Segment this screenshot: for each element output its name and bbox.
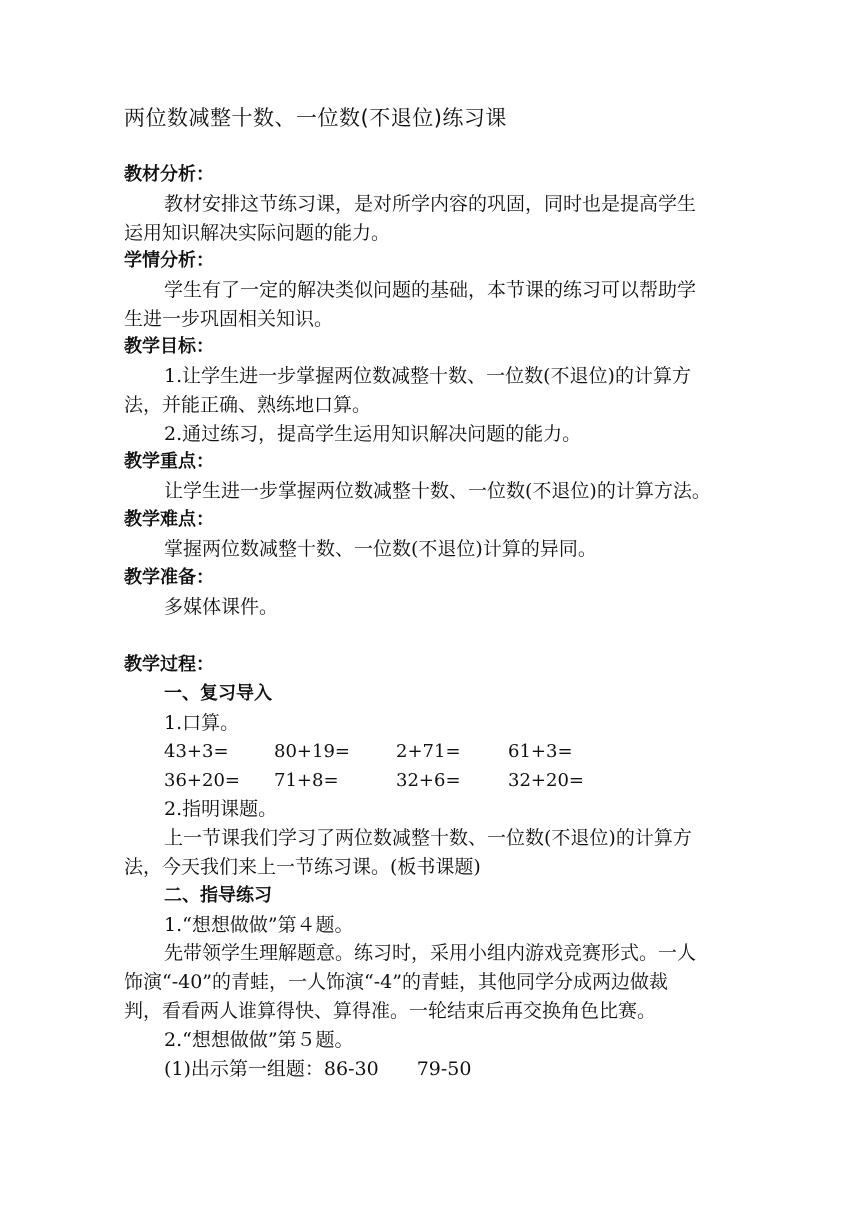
part-1-paragraph-line-1: 上一节课我们学习了两位数减整十数、一位数(不退位)的计算方 (164, 827, 692, 849)
part-2-item-2-sub: (1)出示第一组题：86-30 79-50 (164, 1058, 472, 1080)
part-1-heading: 一、复习导入 (164, 683, 272, 704)
calc-row2-col2: 71+8= (274, 770, 339, 791)
part-1-paragraph-line-2: 法，今天我们来上一节练习课。(板书课题) (124, 856, 481, 878)
process-heading: 教学过程： (124, 654, 214, 675)
part-2-paragraph-line-2: 饰演“-40”的青蛙，一人饰演“-4”的青蛙，其他同学分成两边做裁 (124, 971, 668, 993)
material-analysis-heading: 教材分析： (124, 164, 214, 185)
preparation-heading: 教学准备： (124, 567, 214, 588)
material-analysis-line-1: 教材安排这节练习课，是对所学内容的巩固，同时也是提高学生 (164, 193, 697, 215)
part-2-item-2: 2.“想想做做”第５题。 (164, 1029, 354, 1051)
key-point-heading: 教学重点： (124, 451, 214, 472)
goal-1-line-1: 1.让学生进一步掌握两位数减整十数、一位数(不退位)的计算方 (164, 365, 691, 387)
goal-1-line-2: 法，并能正确、熟练地口算。 (124, 394, 372, 416)
calc-row2-col4: 32+20= (508, 770, 584, 791)
calc-row1-col3: 2+71= (396, 741, 461, 762)
key-point-text: 让学生进一步掌握两位数减整十数、一位数(不退位)的计算方法。 (164, 480, 711, 502)
preparation-text: 多媒体课件。 (164, 596, 279, 618)
part-2-paragraph-line-1: 先带领学生理解题意。练习时，采用小组内游戏竞赛形式。一人 (164, 942, 697, 964)
page-title: 两位数减整十数、一位数(不退位)练习课 (124, 106, 507, 130)
calc-row1-col4: 61+3= (508, 741, 573, 762)
part-2-item-1: 1.“想想做做”第４题。 (164, 914, 354, 936)
difficulty-heading: 教学难点： (124, 509, 214, 530)
part-2-paragraph-line-3: 判，看看两人谁算得快、算得准。一轮结束后再交换角色比赛。 (124, 1000, 657, 1022)
calc-row1-col1: 43+3= (164, 741, 229, 762)
student-analysis-line-2: 生进一步巩固相关知识。 (124, 308, 334, 330)
difficulty-text: 掌握两位数减整十数、一位数(不退位)计算的异同。 (164, 538, 597, 560)
calc-row1-col2: 80+19= (274, 741, 350, 762)
teaching-goals-heading: 教学目标： (124, 336, 214, 357)
calc-row2-col3: 32+6= (396, 770, 461, 791)
part-2-heading: 二、指导练习 (164, 885, 272, 906)
part-1-item-1: 1.口算。 (164, 712, 240, 734)
material-analysis-line-2: 运用知识解决实际问题的能力。 (124, 222, 391, 244)
student-analysis-line-1: 学生有了一定的解决类似问题的基础，本节课的练习可以帮助学 (164, 279, 697, 301)
calc-row2-col1: 36+20= (164, 770, 240, 791)
goal-2: 2.通过练习，提高学生运用知识解决问题的能力。 (164, 423, 582, 445)
student-analysis-heading: 学情分析： (124, 250, 214, 271)
part-1-item-2: 2.指明课题。 (164, 798, 278, 820)
